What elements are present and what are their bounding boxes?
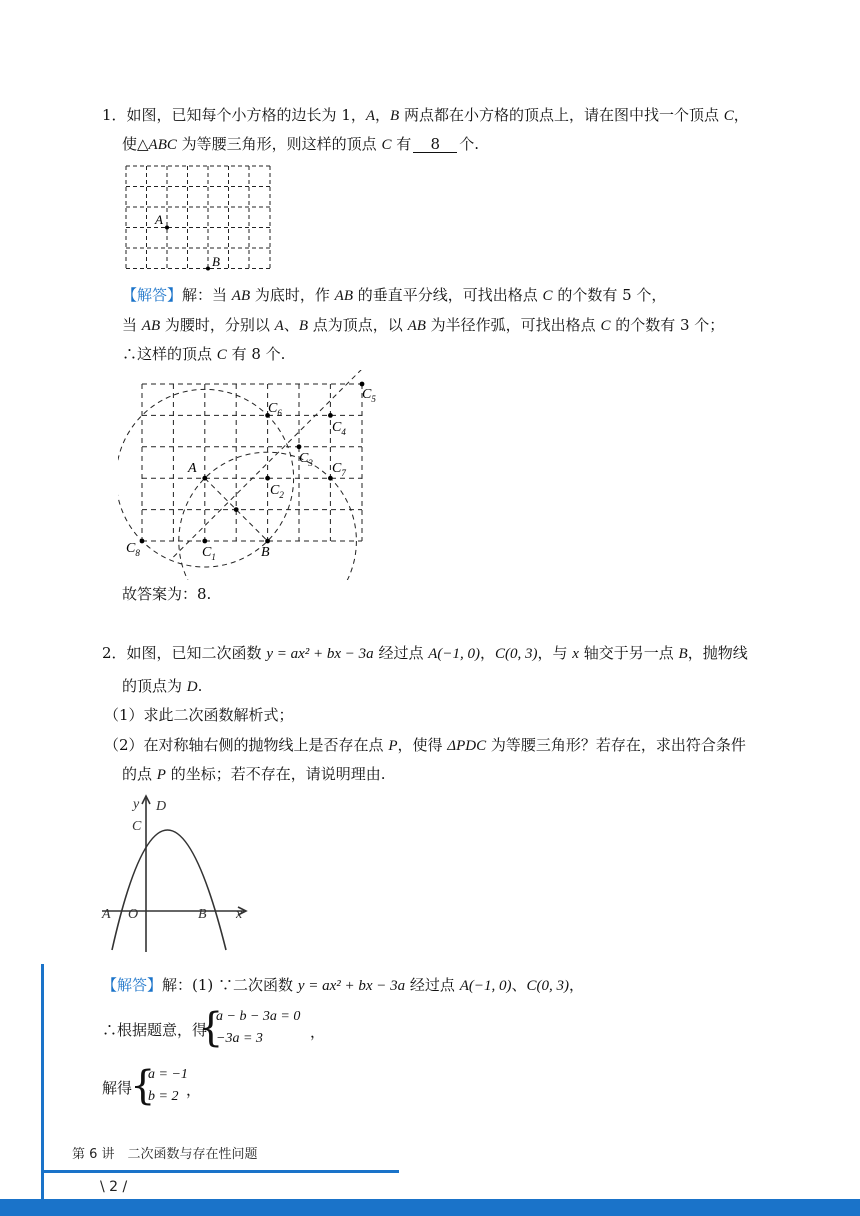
q1-line2 [122, 134, 479, 155]
text: 为等腰三角形，则这样的顶点 [176, 135, 382, 153]
text: 的点 [122, 765, 157, 783]
label-o: O [128, 907, 139, 922]
text: 的垂直平分线，可找出格点 [353, 286, 543, 304]
point-c2 [265, 476, 270, 481]
text: ， [569, 976, 585, 994]
system1-eq2: −3a = 3 [216, 1031, 263, 1046]
q2-line1 [102, 643, 748, 664]
solution-tag: 【解答】 [122, 286, 183, 304]
label-c8: $C_8$ [126, 541, 140, 558]
q1-solution-line2 [122, 315, 724, 336]
text: 经过点 [405, 976, 460, 994]
text: 解：(1) ∵二次函数 [162, 976, 298, 994]
text: 点为顶点，以 [308, 316, 408, 334]
text: 为腰时，分别以 [160, 316, 275, 334]
solution-tag: 【解答】 [102, 976, 163, 994]
label-d: D [156, 799, 167, 814]
text: B [678, 646, 688, 662]
system1-eq1: a − b − 3a = 0 [216, 1009, 301, 1024]
text: 1．如图，已知每个小方格的边长为 1， [102, 106, 366, 124]
bottom-bar [0, 1199, 860, 1216]
text: ，使得 [397, 736, 448, 754]
text: AB [334, 288, 353, 304]
text: 的坐标；若不存在，请说明理由. [165, 765, 386, 783]
q1-grid-figure [120, 160, 280, 280]
system1-brace: { [198, 1005, 224, 1051]
q2-part2-line2 [122, 764, 386, 785]
label-c5: $C_5$ [362, 387, 376, 404]
text: 两点都在小方格的顶点上，请在图中找一个顶点 [399, 106, 724, 124]
text: ， [480, 644, 496, 662]
margin-rule-vertical [41, 964, 44, 1216]
text: P [156, 767, 166, 783]
text: （2）在对称轴右侧的抛物线上是否存在点 [104, 736, 389, 754]
footer-title: 第 6 讲 二次函数与存在性问题 [72, 1147, 258, 1162]
text: 轴交于另一点 [578, 644, 679, 662]
point-c5 [360, 382, 365, 387]
text: 为半径作弧，可找出格点 [425, 316, 601, 334]
text: ABC [148, 137, 177, 153]
point-c3 [297, 444, 302, 449]
system2-eq1: a = −1 [148, 1067, 188, 1082]
q1-solution-line3 [122, 344, 285, 365]
page-number: \ 2 / [100, 1179, 128, 1195]
label-c4: $C_4$ [332, 420, 346, 437]
point-b [206, 267, 210, 271]
q2-line2 [122, 676, 202, 697]
text: P [388, 738, 398, 754]
point-a [165, 226, 169, 230]
label-c6: $C_6$ [268, 401, 282, 418]
label-b: B [261, 545, 270, 560]
text: ∴这样的顶点 [122, 345, 217, 363]
system1-suffix: ， [310, 1023, 326, 1041]
text: B [298, 318, 309, 334]
label-a: A [188, 461, 197, 476]
system2-eq2: b = 2 [148, 1089, 179, 1104]
label-b: B [198, 907, 207, 922]
q1-solution-figure [118, 370, 388, 580]
text: 经过点 [373, 644, 429, 662]
text: 解：当 [182, 286, 232, 304]
text: C [600, 318, 611, 334]
text: 有 [391, 135, 412, 153]
q2-system2-prefix: 解得 [102, 1079, 133, 1097]
label-c2: $C_2$ [270, 483, 284, 500]
text: A [365, 108, 376, 124]
point-c4 [328, 413, 333, 418]
label-x: x [236, 907, 243, 922]
text: C(0, 3) [495, 646, 538, 662]
label-a: A [155, 212, 163, 227]
q2-part2-line1 [104, 735, 746, 756]
system2-suffix: ， [186, 1081, 202, 1099]
text: AB [231, 288, 251, 304]
q2-part1: （1）求此二次函数解析式； [104, 706, 294, 724]
label-b: B [212, 254, 220, 269]
text: y = ax² + bx − 3a [266, 646, 374, 662]
answer-blank: 8 [413, 136, 457, 153]
text: x [572, 646, 579, 662]
label-c3: $C_3$ [299, 451, 313, 468]
text: D [186, 679, 198, 695]
text: 当 [122, 316, 142, 334]
system2-brace: { [130, 1063, 156, 1109]
q1-line1 [102, 105, 749, 126]
point-b [265, 539, 270, 544]
text: ， [375, 106, 391, 124]
q1-final-answer: 故答案为：8. [122, 585, 212, 603]
text: 2．如图，已知二次函数 [102, 644, 267, 662]
text: ，抛物线 [687, 644, 748, 662]
text: ， [733, 106, 749, 124]
point-c8 [140, 539, 145, 544]
text: y = ax² + bx − 3a [297, 978, 406, 994]
text: ，与 [537, 644, 573, 662]
text: C [542, 288, 553, 304]
text: 的顶点为 [122, 677, 187, 695]
text: 的个数有 3 个； [610, 316, 725, 334]
label-c7: $C_7$ [332, 461, 346, 478]
text: 为底时，作 [250, 286, 335, 304]
q2-parabola-figure [98, 792, 258, 956]
text: AB [407, 318, 426, 334]
text: 的个数有 5 个， [552, 286, 667, 304]
footer-rule [41, 1170, 399, 1173]
text: C [216, 347, 227, 363]
text: . [197, 677, 203, 695]
point-c7 [328, 476, 333, 481]
text: 、 [283, 316, 299, 334]
text: ΔPDC [447, 738, 487, 754]
label-y: y [133, 797, 140, 812]
label-c1: $C_1$ [202, 545, 216, 562]
text: 为等腰三角形？若存在，求出符合条件 [486, 736, 746, 754]
text: 、 [511, 976, 527, 994]
text: 有 8 个. [226, 345, 286, 363]
q2-solution-line1 [102, 975, 584, 996]
text: AB [141, 318, 161, 334]
text: A(−1, 0) [428, 646, 480, 662]
text: A [274, 318, 284, 334]
text: C [723, 108, 734, 124]
point-c1 [202, 539, 207, 544]
label-c: C [132, 819, 142, 834]
text: 个. [459, 135, 480, 153]
point-a [202, 476, 207, 481]
q1-solution-line1 [122, 285, 666, 306]
text: B [390, 108, 400, 124]
label-a: A [102, 907, 111, 922]
text: 使△ [122, 135, 149, 153]
q2-system1-prefix: ∴根据题意，得 [102, 1021, 208, 1039]
text: C(0, 3) [526, 978, 569, 994]
text: A(−1, 0) [459, 978, 512, 994]
text: C [381, 137, 392, 153]
midpoint [234, 507, 239, 512]
